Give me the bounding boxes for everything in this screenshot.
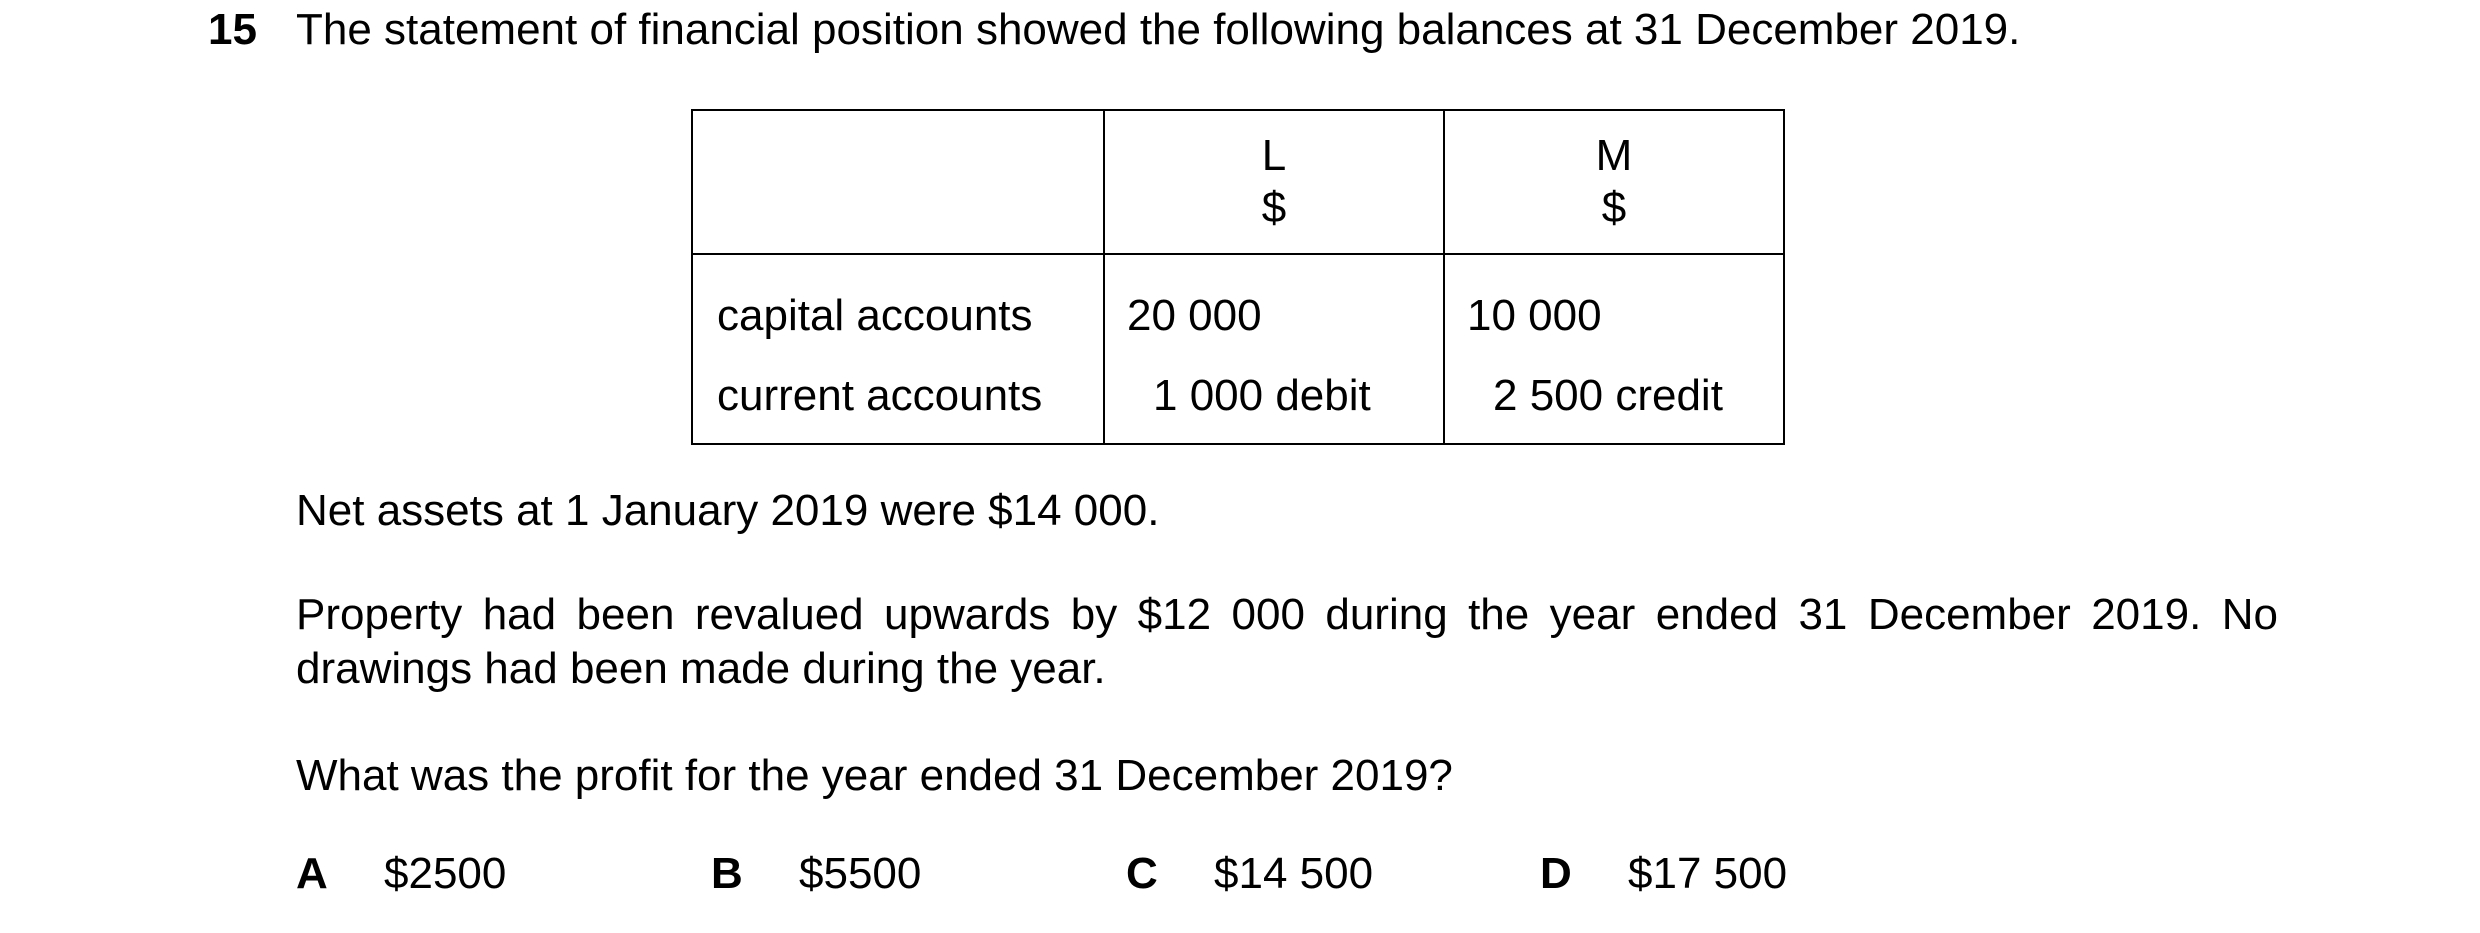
current-l-value: 1 000 debit bbox=[1104, 371, 1444, 444]
question-number: 15 bbox=[208, 5, 257, 54]
row-label-current: current accounts bbox=[692, 371, 1104, 444]
current-m-value: 2 500 credit bbox=[1444, 371, 1784, 444]
header-cell-empty bbox=[692, 110, 1104, 254]
option-c-text: $14 500 bbox=[1214, 849, 1374, 898]
option-d-letter: D bbox=[1540, 849, 1572, 898]
option-b-letter: B bbox=[711, 849, 743, 898]
option-d-text: $17 500 bbox=[1628, 849, 1788, 898]
header-cell-l bbox=[1104, 110, 1444, 254]
capital-l-value: 20 000 bbox=[1104, 254, 1444, 371]
question-prompt: What was the profit for the year ended 31 December 2019? bbox=[296, 751, 1453, 800]
net-assets-text: Net assets at 1 January 2019 were $14 000. bbox=[296, 486, 1160, 535]
header-m-unit: $ bbox=[1601, 183, 1627, 232]
table-row bbox=[692, 371, 1784, 444]
header-l-name: L bbox=[1261, 131, 1287, 180]
option-a-letter: A bbox=[296, 849, 328, 898]
option-d[interactable] bbox=[1540, 846, 1787, 902]
header-l-unit: $ bbox=[1261, 183, 1287, 232]
capital-m-value: 10 000 bbox=[1444, 254, 1784, 371]
balances-table bbox=[691, 109, 1785, 445]
row-label-capital: capital accounts bbox=[692, 254, 1104, 371]
option-a-text: $2500 bbox=[384, 849, 507, 898]
option-c[interactable] bbox=[1126, 846, 1373, 902]
table-row bbox=[692, 254, 1784, 371]
question-stem: The statement of financial position showed the following balances at 31 December 2019. bbox=[296, 5, 2021, 54]
option-a[interactable] bbox=[296, 846, 506, 902]
header-m-name: M bbox=[1595, 131, 1633, 180]
header-cell-m bbox=[1444, 110, 1784, 254]
revaluation-text: Property had been revalued upwards by $12 000 during the year ended 31 December 2019. No drawings had been made during the year. bbox=[296, 590, 2278, 693]
option-c-letter: C bbox=[1126, 849, 1158, 898]
option-b[interactable] bbox=[711, 846, 921, 902]
table-header-row bbox=[692, 110, 1784, 254]
option-b-text: $5500 bbox=[799, 849, 922, 898]
